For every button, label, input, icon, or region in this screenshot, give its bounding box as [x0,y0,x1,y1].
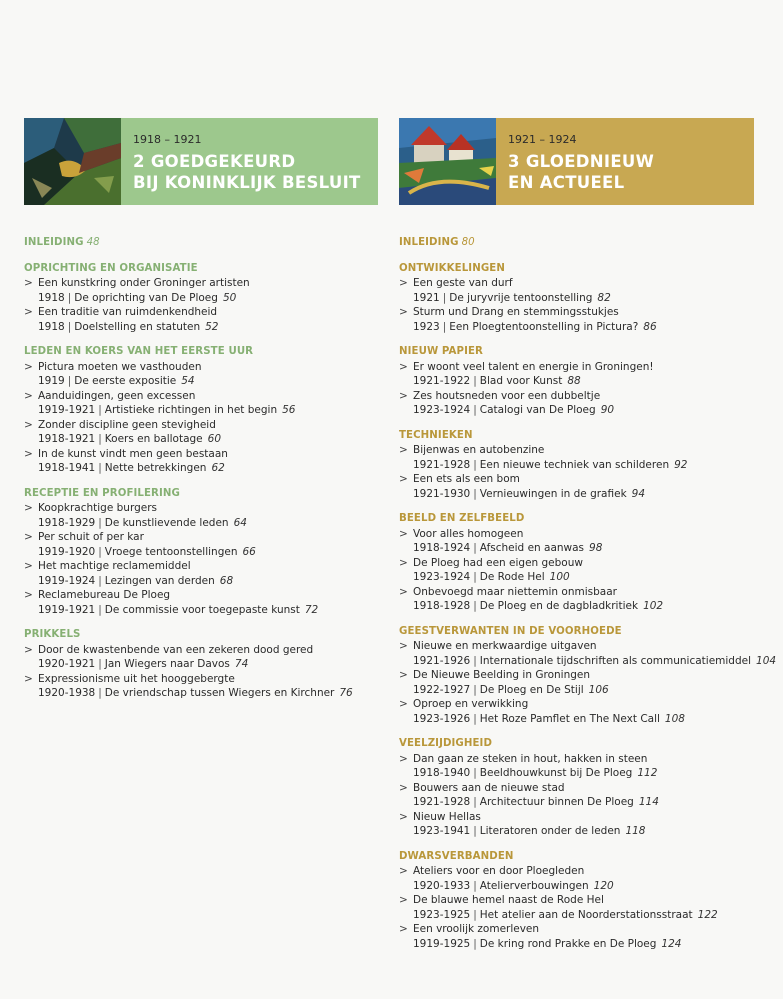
entry-subtitle-line [38,291,374,306]
entry-subtitle-line [38,574,374,589]
entry-title: Onbevoegd maar niettemin onmisbaar [413,585,617,598]
entry-subtitle: Architectuur binnen De Ploeg [479,796,634,808]
arrow-icon: > [399,923,408,935]
toc-entry[interactable] [399,276,749,305]
entry-page-number: 64 [233,516,247,529]
entry-subtitle: Een nieuwe techniek van schilderen [479,458,670,471]
toc-entry[interactable] [399,472,749,501]
section-heading[interactable] [399,512,749,527]
entry-years: 1919-1924 [38,574,96,587]
section-heading-text: DWARSVERBANDEN [399,850,514,862]
entry-page-number: 66 [242,545,256,558]
toc-entry[interactable] [24,418,374,447]
entry-subtitle: De juryvrije tentoonstelling [449,291,593,304]
entry-page-number: 98 [589,542,603,554]
entry-page-number: 62 [211,462,225,474]
entry-page-number: 52 [205,320,219,333]
entry-years: 1921-1928 [413,458,471,471]
separator: | [98,516,102,529]
separator: | [473,375,477,387]
entry-subtitle: Vernieuwingen in de grafiek [479,487,627,500]
entry-page-number: 120 [593,879,614,892]
toc-entry[interactable] [24,501,374,530]
toc-entry[interactable] [399,668,749,697]
entry-title: Zonder discipline geen stevigheid [38,418,216,431]
toc-section [399,236,749,251]
separator: | [98,687,102,699]
entry-years: 1921 [413,291,440,304]
chapter-3-years: 1921 – 1924 [508,133,577,146]
arrow-icon: > [24,672,33,685]
separator: | [98,574,102,587]
separator: | [473,767,477,779]
entry-years: 1918 [38,320,65,333]
entry-subtitle-line [413,599,749,614]
section-heading[interactable] [24,487,374,502]
separator: | [473,404,477,416]
toc-section [24,262,374,335]
chapter-3-title-line-1: 3 GLOEDNIEUW [508,152,655,171]
entry-subtitle-line [413,320,749,335]
entry-subtitle: Internationale tijdschriften als communicatiemiddel [479,654,752,667]
arrow-icon: > [24,306,33,318]
separator: | [98,462,102,474]
entry-years: 1920-1921 [38,658,96,670]
entry-subtitle-line [413,824,749,839]
arrow-icon: > [399,306,408,318]
entry-title: Een ets als een bom [413,473,520,485]
entry-title: De Nieuwe Beelding in Groningen [413,669,590,681]
section-heading[interactable] [24,262,374,277]
entry-page-number: 104 [756,654,777,667]
entry-page-number: 114 [638,796,659,808]
arrow-icon: > [399,389,408,402]
section-heading[interactable] [399,429,749,444]
separator: | [473,600,477,612]
entry-page-number: 90 [600,404,615,416]
entry-subtitle-line [38,657,374,672]
separator: | [442,291,447,304]
separator: | [473,542,477,554]
section-page-number: 80 [461,237,475,248]
chapter-2-years: 1918 – 1921 [133,133,202,146]
section-heading-text: INLEIDING [24,237,84,248]
entry-subtitle: De commissie voor toegepaste kunst [104,603,300,616]
entry-page-number: 50 [222,291,237,304]
entry-title: Reclamebureau De Ploeg [38,589,171,601]
entry-title: Een vroolijk zomerleven [413,923,540,935]
entry-subtitle: De vriendschap tussen Wiegers en Kirchner [104,687,335,699]
entry-title: Er woont veel talent en energie in Groningen! [413,360,654,373]
arrow-icon: > [24,277,33,289]
entry-subtitle-line [413,374,749,389]
entry-title: Pictura moeten we vasthouden [38,360,202,373]
toc-section [399,737,749,839]
entry-page-number: 86 [643,320,657,333]
entry-title: Zes houtsneden voor een dubbeltje [413,389,601,402]
separator: | [67,375,72,387]
entry-years: 1918-1941 [38,462,96,474]
separator: | [473,458,477,471]
section-heading-text: RECEPTIE EN PROFILERING [24,487,180,499]
arrow-icon: > [399,444,408,456]
section-page-number: 48 [86,237,100,248]
entry-years: 1921-1922 [413,375,471,387]
toc-entry[interactable] [399,752,749,781]
section-heading[interactable] [24,628,374,643]
entry-years: 1922-1927 [413,683,471,696]
entry-subtitle: Vroege tentoonstellingen [104,545,238,558]
entry-subtitle-line [38,686,374,701]
entry-subtitle: Blad voor Kunst [479,375,563,387]
entry-years: 1923 [413,320,440,333]
separator: | [473,825,477,837]
separator: | [473,879,477,892]
entry-subtitle: Artistieke richtingen in het begin [104,404,278,416]
entry-subtitle: De Ploeg en de dagbladkritiek [479,600,639,612]
section-heading-text: TECHNIEKEN [399,429,473,441]
entry-page-number: 56 [282,404,296,416]
entry-subtitle: De kring rond Prakke en De Ploeg [479,937,657,950]
entry-title: Dan gaan ze steken in hout, hakken in steen [413,752,648,765]
arrow-icon: > [399,698,408,710]
entry-page-number: 76 [339,687,353,699]
entry-title: Het machtige reclamemiddel [38,560,191,572]
arrow-icon: > [399,894,408,906]
entry-subtitle-line [413,795,749,810]
entry-page-number: 68 [219,574,234,587]
section-heading[interactable] [399,345,749,360]
separator: | [473,908,477,921]
arrow-icon: > [399,865,408,877]
entry-page-number: 122 [697,908,718,921]
entry-title: Bouwers aan de nieuwe stad [413,781,565,794]
arrow-icon: > [399,669,408,681]
arrow-icon: > [399,752,408,765]
arrow-icon: > [399,360,408,373]
toc-section [399,345,749,418]
entry-years: 1923-1924 [413,404,471,416]
entry-subtitle: De eerste expositie [74,375,177,387]
toc-section [399,262,749,335]
toc-entry[interactable] [24,360,374,389]
entry-subtitle-line [413,908,749,923]
entry-title: Ateliers voor en door Ploegleden [413,865,585,877]
entry-page-number: 100 [549,571,570,583]
arrow-icon: > [399,640,408,652]
section-heading-text: BEELD EN ZELFBEELD [399,513,525,524]
entry-years: 1921-1928 [413,796,471,808]
separator: | [442,320,447,333]
entry-subtitle-line [413,766,749,781]
entry-years: 1923-1926 [413,712,471,725]
section-heading-text: ONTWIKKELINGEN [399,262,505,274]
entry-page-number: 118 [625,825,646,837]
chapter-2-title-line-2: BIJ KONINKLIJK BESLUIT [133,173,361,192]
separator: | [473,937,477,950]
separator: | [67,291,72,304]
toc-entry[interactable] [24,530,374,559]
entry-subtitle: Lezingen van derden [104,574,215,587]
entry-page-number: 54 [181,375,195,387]
entry-subtitle: Afscheid en aanwas [479,542,585,554]
entry-subtitle-line [413,683,749,698]
entry-years: 1923-1941 [413,825,471,837]
entry-years: 1918-1928 [413,600,471,612]
toc-entry[interactable] [399,527,749,556]
section-heading-text: OPRICHTING EN ORGANISATIE [24,262,198,274]
chapter-2-contents [24,236,374,712]
separator: | [473,487,477,500]
entry-years: 1918-1924 [413,542,471,554]
section-heading[interactable] [399,737,749,752]
entry-subtitle-line [38,320,374,335]
toc-entry[interactable] [399,922,749,951]
entry-years: 1919-1921 [38,603,96,616]
separator: | [67,320,72,333]
separator: | [98,545,102,558]
entry-subtitle-line [38,374,374,389]
entry-title: Bijenwas en autobenzine [413,444,545,456]
arrow-icon: > [24,360,33,373]
entry-years: 1918-1929 [38,516,96,529]
toc-entry[interactable] [399,585,749,614]
separator: | [98,603,102,616]
toc-section [24,236,374,251]
toc-section [24,487,374,618]
entry-page-number: 82 [597,291,611,304]
chapter-2-title-line-1: 2 GOEDGEKEURD [133,152,296,171]
entry-subtitle-line [38,516,374,531]
toc-section [399,850,749,952]
separator: | [473,571,477,583]
arrow-icon: > [399,277,408,289]
section-heading-text: LEDEN EN KOERS VAN HET EERSTE UUR [24,346,254,357]
separator: | [98,658,102,670]
entry-years: 1918 [38,291,65,304]
entry-years: 1919-1920 [38,545,96,558]
entry-title: Een traditie van ruimdenkendheid [38,306,218,318]
entry-subtitle-line [413,458,749,473]
separator: | [473,796,477,808]
arrow-icon: > [399,556,408,569]
toc-entry[interactable] [399,810,749,839]
entry-subtitle: Beeldhouwkunst bij De Ploeg [479,767,633,779]
section-heading[interactable] [24,345,374,360]
arrow-icon: > [399,527,408,540]
entry-years: 1920-1938 [38,687,96,699]
section-heading[interactable] [399,850,749,865]
toc-entry[interactable] [24,672,374,701]
toc-section [24,345,374,476]
entry-years: 1923-1924 [413,571,471,583]
entry-subtitle-line [38,603,374,618]
chapter-3-title-band [496,118,754,205]
entry-years: 1919-1921 [38,404,96,416]
section-heading-text: NIEUW PAPIER [399,346,484,357]
entry-subtitle-line [38,432,374,447]
toc-section [399,625,777,727]
toc-entry[interactable] [399,556,749,585]
toc-entry[interactable] [24,559,374,588]
entry-subtitle: Nette betrekkingen [104,462,207,474]
chapter-3-painting-image [399,118,496,205]
entry-subtitle: Jan Wiegers naar Davos [104,658,230,670]
arrow-icon: > [24,447,33,460]
entry-title: Nieuw Hellas [413,810,481,823]
entry-title: Nieuwe en merkwaardige uitgaven [413,640,597,652]
entry-years: 1923-1925 [413,908,471,921]
toc-entry[interactable] [399,781,749,810]
chapter-2-painting-image [24,118,121,205]
entry-page-number: 74 [234,658,249,670]
entry-page-number: 88 [567,375,581,387]
toc-entry[interactable] [399,443,749,472]
entry-subtitle: Het Roze Pamflet en The Next Call [479,712,660,725]
entry-title: Aanduidingen, geen excessen [38,389,196,402]
entry-years: 1919 [38,375,65,387]
entry-subtitle: Koers en ballotage [104,433,203,445]
entry-page-number: 94 [631,487,646,500]
entry-subtitle-line [38,461,374,476]
arrow-icon: > [399,810,408,823]
chapter-3-title-line-2: EN ACTUEEL [508,173,625,192]
arrow-icon: > [24,389,33,402]
entry-title: De blauwe hemel naast de Rode Hel [413,894,604,906]
entry-subtitle: Een Ploegtentoonstelling in Pictura? [449,320,639,333]
entry-subtitle: Doelstelling en statuten [74,320,201,333]
entry-years: 1918-1940 [413,767,471,779]
toc-section [399,512,749,614]
entry-title: Expressionisme uit het hooggebergte [38,672,235,685]
arrow-icon: > [24,531,33,543]
section-heading-text: INLEIDING [399,237,459,248]
entry-subtitle-line [413,487,749,502]
entry-subtitle-line [413,879,749,894]
entry-years: 1919-1925 [413,937,471,950]
toc-entry[interactable] [399,360,749,389]
entry-years: 1921-1930 [413,487,471,500]
entry-title: Een kunstkring onder Groninger artisten [38,277,250,289]
entry-subtitle-line [413,937,749,952]
toc-entry[interactable] [399,893,749,922]
toc-entry[interactable] [399,864,749,893]
entry-title: Door de kwastenbende van een zekeren dood gered [38,643,314,656]
arrow-icon: > [24,418,33,431]
entry-subtitle-line [413,541,749,556]
section-heading[interactable] [399,262,749,277]
separator: | [98,433,102,445]
entry-subtitle-line [413,403,749,418]
entry-years: 1920-1933 [413,879,471,892]
chapter-2-title-band [121,118,378,205]
entry-title: In de kunst vindt men geen bestaan [38,447,228,460]
toc-entry[interactable] [24,643,374,672]
entry-page-number: 108 [664,712,685,725]
entry-title: Koopkrachtige burgers [38,502,157,514]
entry-title: Per schuit of per kar [38,531,144,543]
entry-title: Een geste van durf [413,277,513,289]
entry-subtitle: De Ploeg en De Stijl [479,683,584,696]
entry-page-number: 106 [588,683,609,696]
entry-subtitle: Atelierverbouwingen [479,879,589,892]
entry-page-number: 72 [304,603,319,616]
chapter-2-banner [24,118,378,205]
entry-subtitle: De kunstlievende leden [104,516,229,529]
toc-section [24,628,374,701]
entry-title: Voor alles homogeen [413,527,524,540]
entry-page-number: 92 [674,458,688,471]
arrow-icon: > [399,781,408,794]
toc-section [399,429,749,502]
entry-subtitle-line [413,654,777,669]
arrow-icon: > [24,589,33,601]
separator: | [473,654,477,667]
separator: | [473,683,477,696]
chapter-3-contents [399,236,777,962]
section-heading-text: VEELZIJDIGHEID [399,738,493,749]
entry-subtitle-line [38,403,374,418]
toc-entry[interactable] [399,305,749,334]
toc-entry[interactable] [399,389,749,418]
entry-page-number: 124 [661,937,682,950]
arrow-icon: > [24,643,33,656]
section-heading-text: GEESTVERWANTEN IN DE VOORHOEDE [399,625,622,637]
entry-subtitle: De oprichting van De Ploeg [74,291,218,304]
arrow-icon: > [399,473,408,485]
chapter-2-title [133,151,361,193]
entry-page-number: 60 [207,433,222,445]
entry-title: Sturm und Drang en stemmingsstukjes [413,306,619,318]
arrow-icon: > [24,502,33,514]
toc-entry[interactable] [24,447,374,476]
arrow-icon: > [24,560,33,572]
entry-subtitle-line [413,712,749,727]
entry-subtitle-line [413,291,749,306]
entry-subtitle: De Rode Hel [479,571,545,583]
toc-entry[interactable] [399,697,749,726]
chapter-3-banner [399,118,754,205]
section-heading-text: PRIKKELS [24,629,81,640]
separator: | [473,712,477,725]
entry-years: 1921-1926 [413,654,471,667]
section-heading[interactable] [399,625,749,640]
toc-entry[interactable] [24,276,374,305]
entry-page-number: 112 [637,767,658,779]
entry-subtitle: Het atelier aan de Noorderstationsstraat [479,908,693,921]
toc-entry[interactable] [24,389,374,418]
section-heading[interactable] [399,236,749,251]
entry-subtitle: Catalogi van De Ploeg [479,404,596,416]
entry-title: De Ploeg had een eigen gebouw [413,556,583,569]
arrow-icon: > [399,585,408,598]
separator: | [98,404,102,416]
entry-years: 1918-1921 [38,433,96,445]
toc-entry[interactable] [24,305,374,334]
toc-entry[interactable] [24,588,374,617]
entry-subtitle-line [413,570,749,585]
entry-subtitle: Literatoren onder de leden [479,825,621,837]
toc-entry[interactable] [399,639,777,668]
entry-page-number: 102 [643,600,664,612]
entry-title: Oproep en verwikking [413,698,529,710]
entry-subtitle-line [38,545,374,560]
section-heading[interactable] [24,236,374,251]
chapter-3-title [508,151,654,193]
